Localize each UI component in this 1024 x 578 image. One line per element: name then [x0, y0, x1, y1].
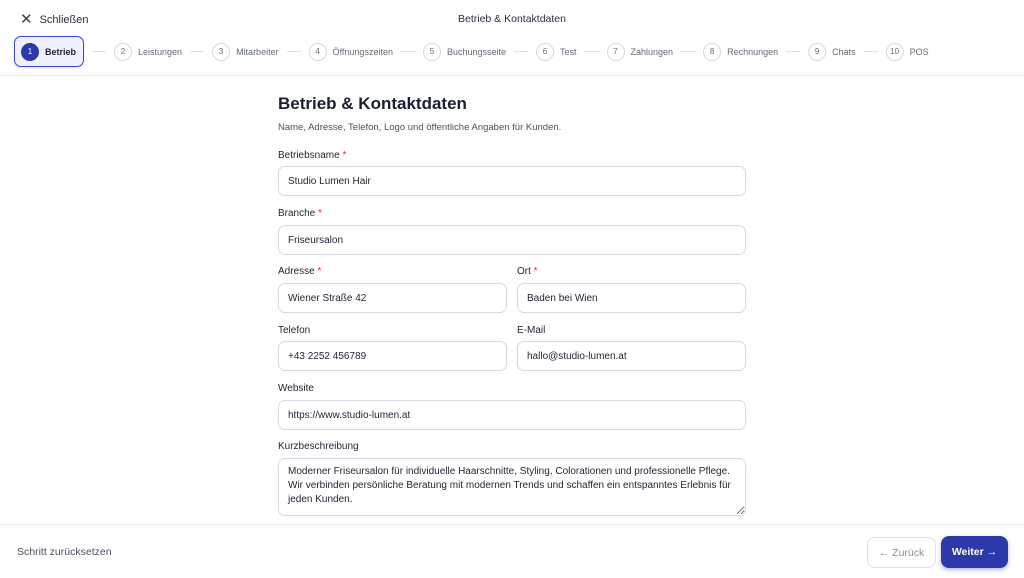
step-number: 3 — [212, 43, 230, 61]
step-chats[interactable] — [808, 36, 856, 67]
top-bar — [0, 0, 1024, 76]
telefon-label: Telefon — [278, 325, 311, 336]
step-label: Test — [560, 46, 577, 57]
branche-label-text: Branche — [278, 208, 316, 219]
betriebsname-input[interactable]: Studio Lumen Hair — [278, 166, 746, 196]
adresse-input[interactable]: Wiener Straße 42 — [278, 283, 507, 313]
required-marker: * — [318, 208, 322, 219]
step-rechnungen[interactable] — [703, 36, 778, 67]
step-separator — [786, 51, 800, 52]
back-button[interactable]: ← Zurück — [867, 537, 936, 568]
close-label: Schließen — [39, 14, 89, 26]
step-betrieb[interactable] — [14, 36, 84, 67]
step-separator — [287, 51, 301, 52]
step-leistungen[interactable] — [114, 36, 182, 67]
branche-input[interactable]: Friseursalon — [278, 225, 746, 255]
footer-bar — [0, 524, 1024, 578]
branche-label — [278, 208, 322, 219]
ort-label — [517, 266, 538, 277]
required-marker: * — [317, 266, 322, 277]
business-form — [278, 94, 746, 133]
form-subtitle: Name, Adresse, Telefon, Logo und öffentliche Angaben für Kunden. — [278, 122, 562, 133]
adresse-label-text: Adresse — [278, 266, 315, 277]
telefon-input[interactable]: +43 2252 456789 — [278, 341, 507, 371]
form-title: Betrieb & Kontaktdaten — [278, 94, 467, 113]
step-label: Mitarbeiter — [236, 46, 279, 57]
required-marker: * — [533, 266, 538, 277]
step-mitarbeiter[interactable] — [212, 36, 279, 67]
step-number: 10 — [886, 43, 904, 61]
step-separator — [585, 51, 599, 52]
stepper — [14, 36, 929, 67]
next-button[interactable]: Weiter → — [941, 536, 1008, 568]
betriebsname-label-text: Betriebsname — [278, 150, 340, 161]
close-icon: ✕ — [20, 11, 33, 28]
email-label: E-Mail — [517, 325, 546, 336]
step-number: 6 — [536, 43, 554, 61]
step-number: 2 — [114, 43, 132, 61]
step-separator — [190, 51, 204, 52]
step-label: Leistungen — [138, 46, 183, 57]
website-label: Website — [278, 383, 314, 394]
step-label: Zahlungen — [630, 46, 674, 57]
betriebsname-label — [278, 150, 346, 161]
kurzbeschreibung-label: Kurzbeschreibung — [278, 441, 359, 452]
step-separator — [514, 51, 528, 52]
step-oeffnungszeiten[interactable] — [309, 36, 393, 67]
step-number: 8 — [703, 43, 721, 61]
step-number: 7 — [607, 43, 625, 61]
step-number: 5 — [423, 43, 441, 61]
step-label: Betrieb — [45, 46, 77, 57]
step-zahlungen[interactable] — [607, 36, 674, 67]
required-marker: * — [342, 150, 347, 161]
step-label: Buchungsseite — [446, 46, 507, 57]
step-number: 4 — [309, 43, 327, 61]
step-buchungsseite[interactable] — [423, 36, 506, 67]
step-separator — [92, 51, 106, 52]
step-separator — [681, 51, 695, 52]
step-label: Rechnungen — [727, 46, 779, 57]
step-label: POS — [909, 46, 929, 57]
ort-input[interactable]: Baden bei Wien — [517, 283, 746, 313]
email-input[interactable]: hallo@studio-lumen.at — [517, 341, 746, 371]
website-input[interactable]: https://www.studio-lumen.at — [278, 400, 746, 430]
step-separator — [864, 51, 878, 52]
step-label: Öffnungszeiten — [332, 46, 393, 57]
step-number: 1 — [21, 43, 39, 61]
step-label: Chats — [832, 46, 856, 57]
adresse-label — [278, 266, 321, 277]
reset-step-button[interactable]: Schritt zurücksetzen — [17, 546, 112, 558]
step-test[interactable] — [536, 36, 577, 67]
step-separator — [401, 51, 415, 52]
step-number: 9 — [808, 43, 826, 61]
ort-label-text: Ort — [517, 266, 531, 277]
kurzbeschreibung-textarea[interactable] — [278, 458, 746, 516]
page-title: Betrieb & Kontaktdaten — [458, 13, 566, 25]
step-pos[interactable] — [886, 36, 929, 67]
